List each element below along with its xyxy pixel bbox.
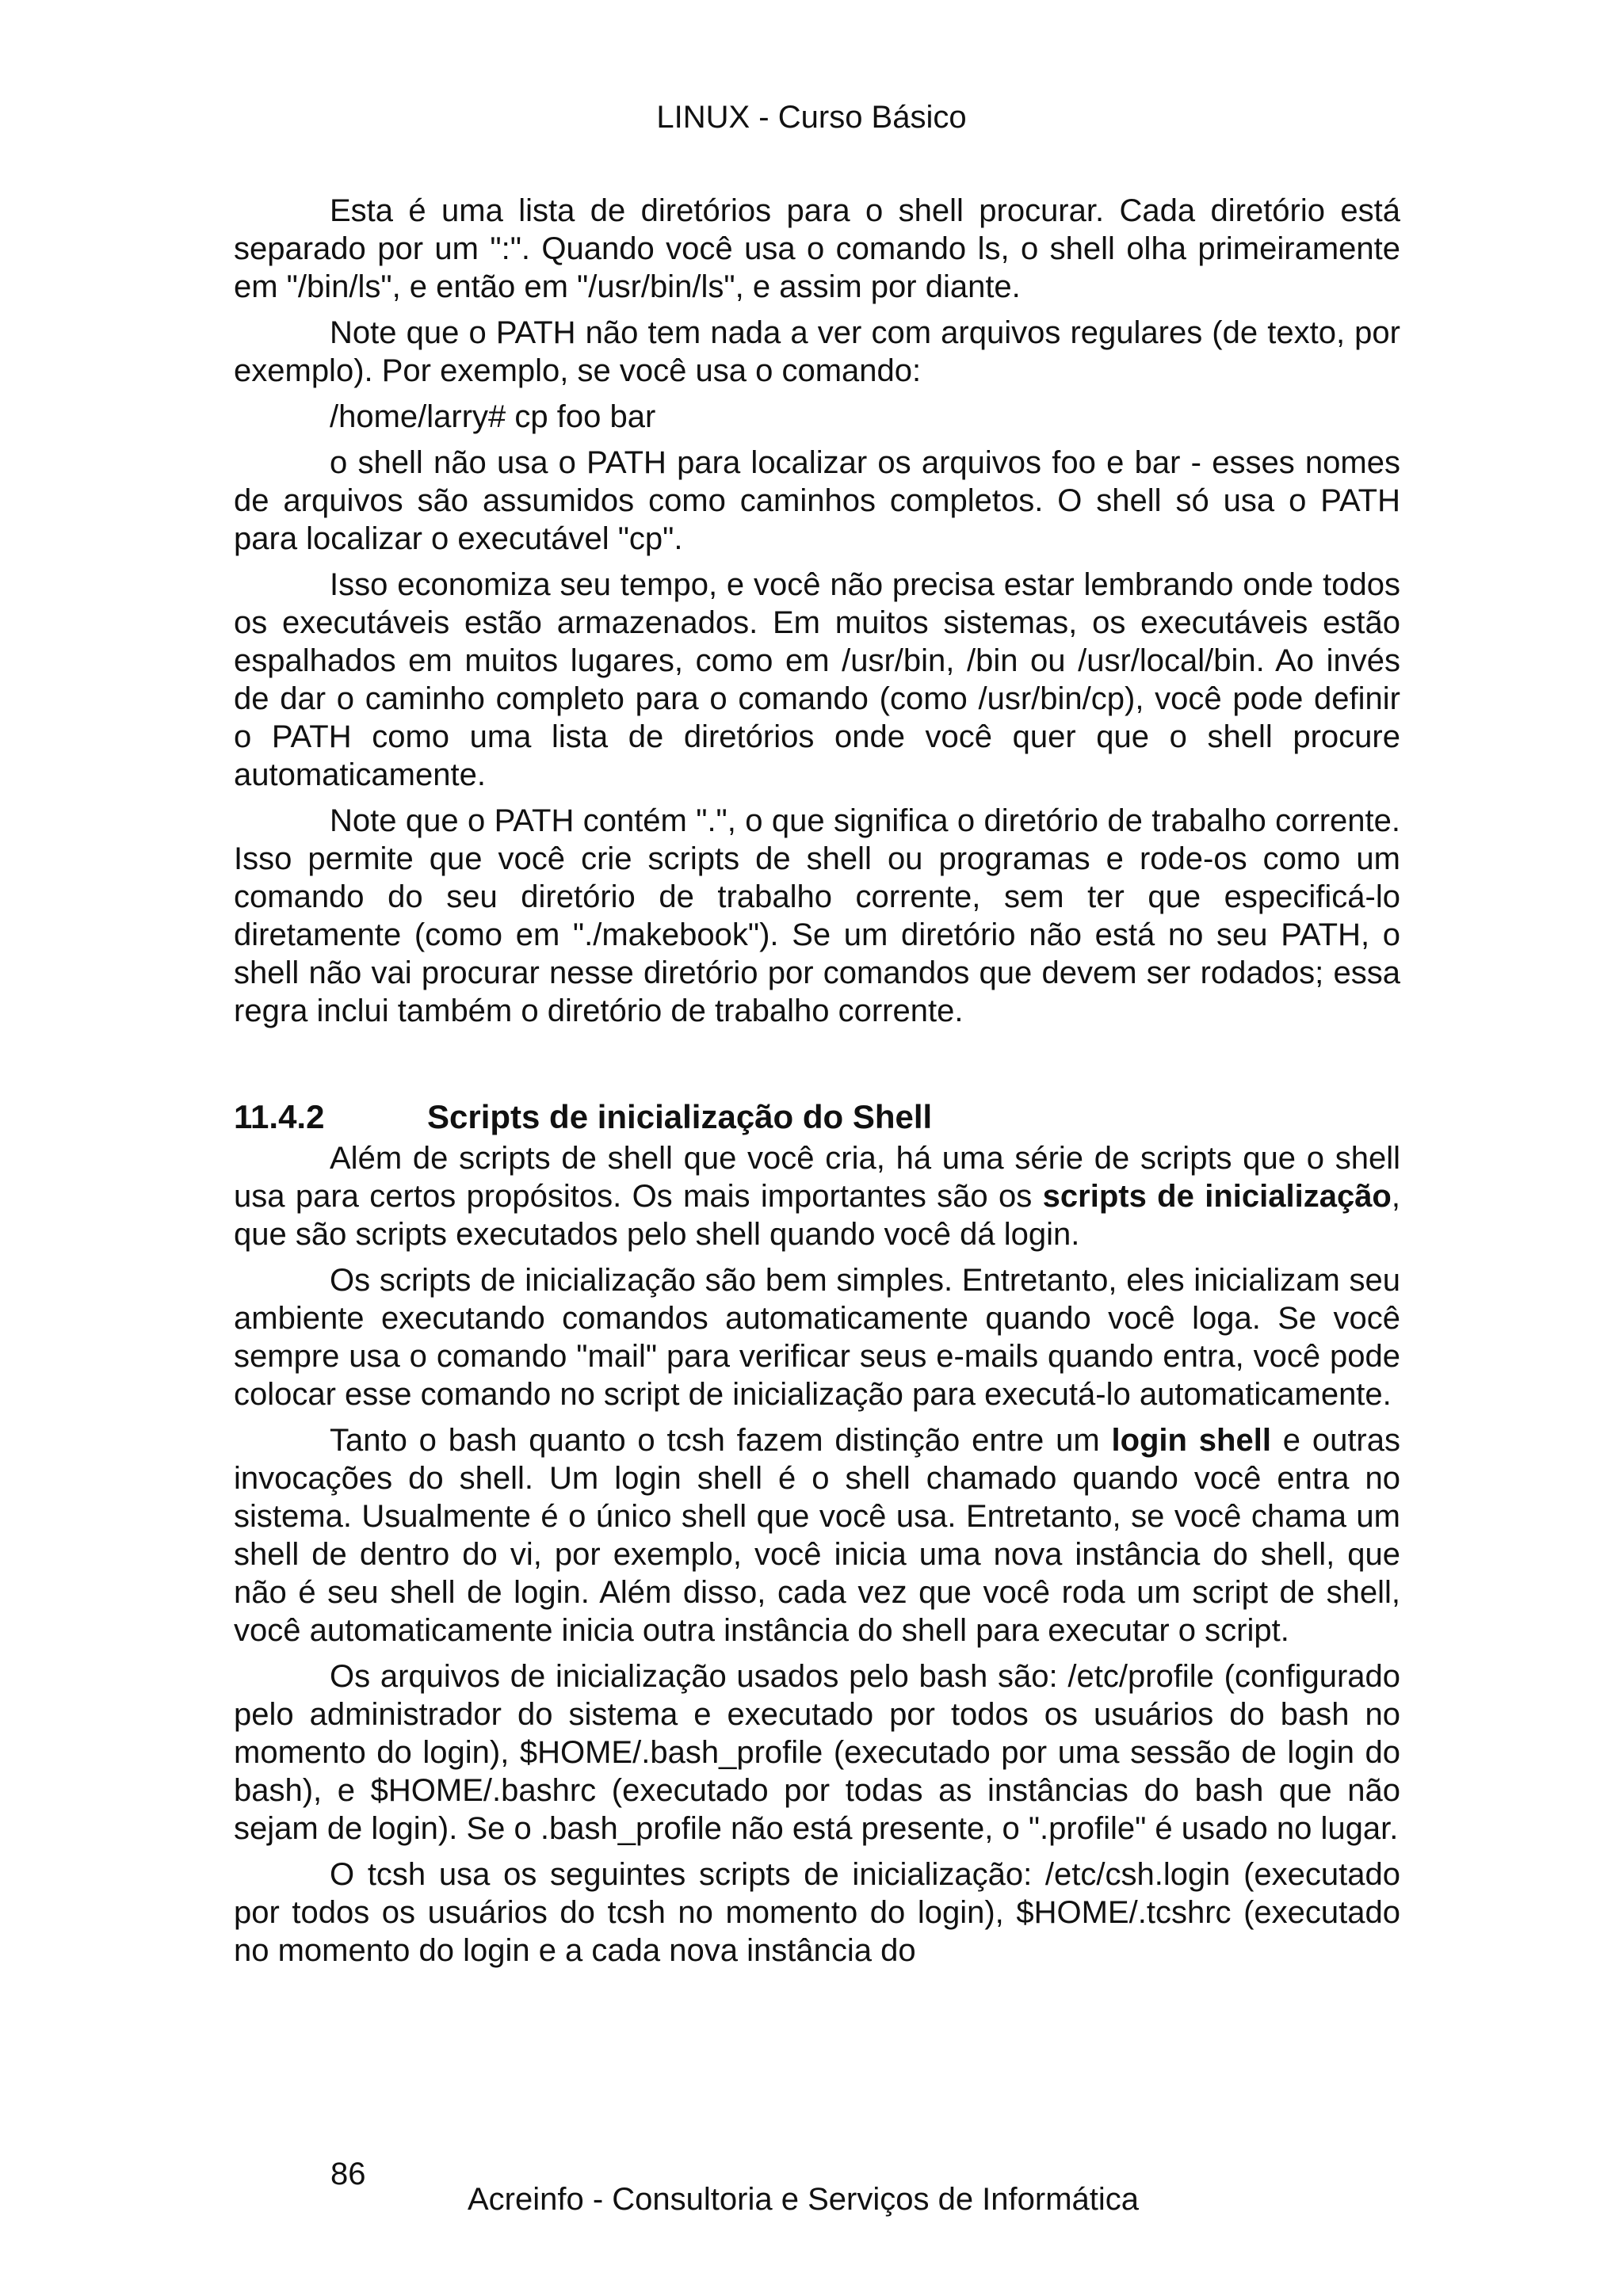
page-content	[234, 192, 1400, 1978]
text-run: , que são scripts executados pelo shell quando você dá login.	[234, 1179, 1400, 1252]
paragraph: Isso economiza seu tempo, e você não precisa estar lembrando onde todos os executáveis estão armazenados. Em muitos sistemas, os executáveis estão espalhados em muitos lugares, como em /usr/bin, /bin ou /usr/local/bin. Ao invés de dar o caminho completo para o comando (como /usr/bin/cp), você pode definir o PATH como uma lista de diretórios onde você quer que o shell procure automaticamente.	[234, 567, 1400, 792]
text-run: Além de scripts de shell que você cria, há uma série de scripts que o shell usa para certos propósitos. Os mais importantes são os	[234, 1141, 1400, 1214]
paragraph: Os arquivos de inicialização usados pelo bash são: /etc/profile (configurado pelo administrador do sistema e executado por todos os usuários do bash no momento do login), $HOME/.bash_profile (executado por uma sessão de login do bash), e $HOME/.bashrc (executado por todas as instâncias do bash que não sejam de login). Se o .bash_profile não está presente, o ".profile" é usado no lugar.	[234, 1659, 1400, 1846]
paragraph: o shell não usa o PATH para localizar os arquivos foo e bar - esses nomes de arquivos são assumidos como caminhos completos. O shell só usa o PATH para localizar o executável "cp".	[234, 445, 1400, 556]
paragraph: Note que o PATH não tem nada a ver com arquivos regulares (de texto, por exemplo). Por exemplo, se você usa o comando:	[234, 315, 1400, 388]
bold-term: login shell	[1111, 1423, 1271, 1458]
paragraph	[234, 1139, 1400, 1253]
paragraph: Os scripts de inicialização são bem simples. Entretanto, eles inicializam seu ambiente executando comandos automaticamente quando você loga. Se você sempre usa o comando "mail" para verificar seus e-mails quando entra, você pode colocar esse comando no script de inicialização para executá-lo automaticamente.	[234, 1263, 1400, 1412]
section-number: 11.4.2	[234, 1098, 325, 1135]
page-number: 86	[330, 2157, 366, 2191]
paragraph: Note que o PATH contém ".", o que significa o diretório de trabalho corrente. Isso permite que você crie scripts de shell ou programas e rode-os como um comando do seu diretório de trabalho corrente, sem ter que especificá-lo diretamente (como em "./makebook"). Se um diretório não está no seu PATH, o shell não vai procurar nesse diretório por comandos que devem ser rodados; essa regra inclui também o diretório de trabalho corrente.	[234, 803, 1400, 1028]
page-header: LINUX - Curso Básico	[656, 100, 967, 135]
bold-term: scripts de inicialização	[1042, 1179, 1392, 1214]
section-heading	[234, 1097, 1400, 1138]
command-example: /home/larry# cp foo bar	[330, 399, 656, 434]
text-run: e outras invocações do shell. Um login shell é o shell chamado quando você entra no sistema. Usualmente é o único shell que você usa. Entretanto, se você chama um shell de dentro do vi, por exemplo, você inicia uma nova instância do shell, que não é seu shell de login. Além disso, cada vez que você roda um script de shell, você automaticamente inicia outra instância do shell para executar o script.	[234, 1423, 1400, 1648]
section-title: Scripts de inicialização do Shell	[427, 1098, 933, 1135]
paragraph	[234, 1421, 1400, 1650]
footer-text: Acreinfo - Consultoria e Serviços de Informática	[468, 2182, 1140, 2217]
paragraph: Esta é uma lista de diretórios para o shell procurar. Cada diretório está separado por um ":". Quando você usa o comando ls, o shell olha primeiramente em "/bin/ls", e então em "/usr/bin/ls", e assim por diante.	[234, 193, 1400, 304]
paragraph: O tcsh usa os seguintes scripts de inicialização: /etc/csh.login (executado por todos os usuários do tcsh no momento do login), $HOME/.tcshrc (executado no momento do login e a cada nova instância do	[234, 1857, 1400, 1968]
text-run: Tanto o bash quanto o tcsh fazem distinção entre um	[330, 1423, 1112, 1458]
